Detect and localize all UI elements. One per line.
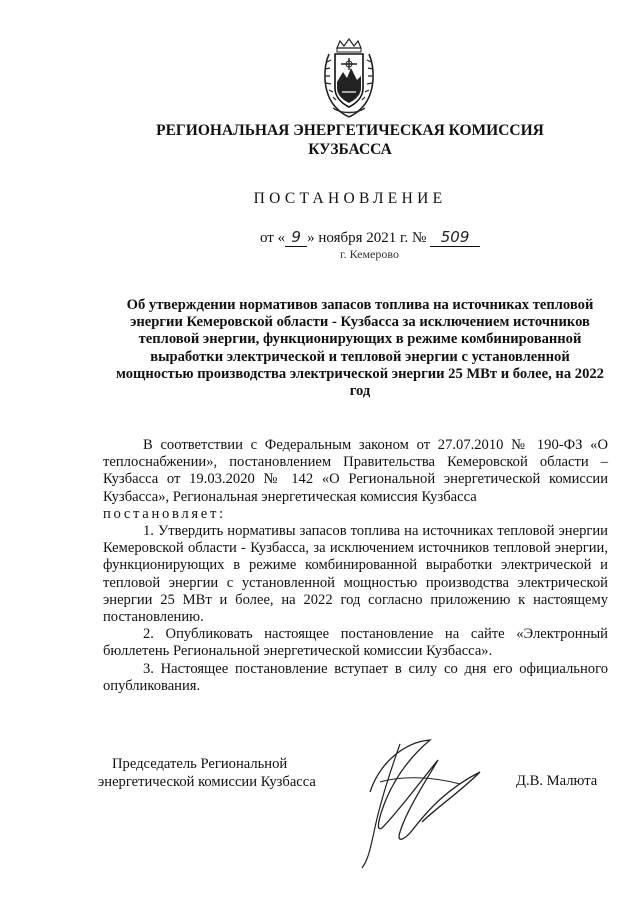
document-date-line [260,228,480,247]
signatory-name: Д.В. Малюта [516,773,598,789]
date-day: 9 [285,228,307,247]
date-middle: » ноября 2021 г. № [307,230,427,246]
position-line-2: энергетической комиссии Кузбасса [98,774,316,790]
handwritten-signature [310,732,510,872]
organization-name [150,121,550,159]
coat-of-arms-icon [319,38,379,118]
document-city: г. Кемерово [340,247,399,261]
document-title: ПОСТАНОВЛЕНИЕ [253,190,447,207]
position-line-1: Председатель Региональной [112,756,288,772]
document-body [103,437,608,695]
date-prefix: от « [260,230,286,246]
organization-line-1: РЕГИОНАЛЬНАЯ ЭНЕРГЕТИЧЕСКАЯ КОМИССИЯ [156,122,544,139]
document-number: 509 [430,228,480,247]
item-2: 2. Опубликовать настоящее постановление на сайте «Электронный бюллетень Региональной энергетической комиссии Кузбасса». [103,626,608,660]
resolves-line: постановляет: [103,505,226,522]
organization-line-2: КУЗБАССА [308,141,392,158]
item-1: 1. Утвердить нормативы запасов топлива на источниках тепловой энергии Кемеровской области - Кузбасса, за исключением источников тепловой энергии, функционирующих в режиме комбинированной выработки электрической и тепловой энергии с установленной мощностью производства электрической энергии 25 МВт и более, на 2022 год согласно приложению к настоящему постановлению. [103,523,608,626]
item-3: 3. Настоящее постановление вступает в силу со дня его официального опубликования. [103,660,608,694]
signatory-position [98,755,316,791]
intro-paragraph: В соответствии с Федеральным законом от 27.07.2010 № 190-ФЗ «О теплоснабжении», постановлением Правительства Кемеровской области – Кузбасса от 19.03.2020 № 142 «О Региональной энергетической комиссии Кузбасса», Региональная энергетическая комиссия Кузбасса [103,437,608,505]
document-subject: Об утверждении нормативов запасов топлива на источниках тепловой энергии Кемеровской области - Кузбасса за исключением источников тепловой энергии, функционирующих в режиме комбинированной выработки электрической и тепловой энергии с установленной мощностью производства электрической энергии 25 МВт и более, на 2022 год [116,297,604,400]
